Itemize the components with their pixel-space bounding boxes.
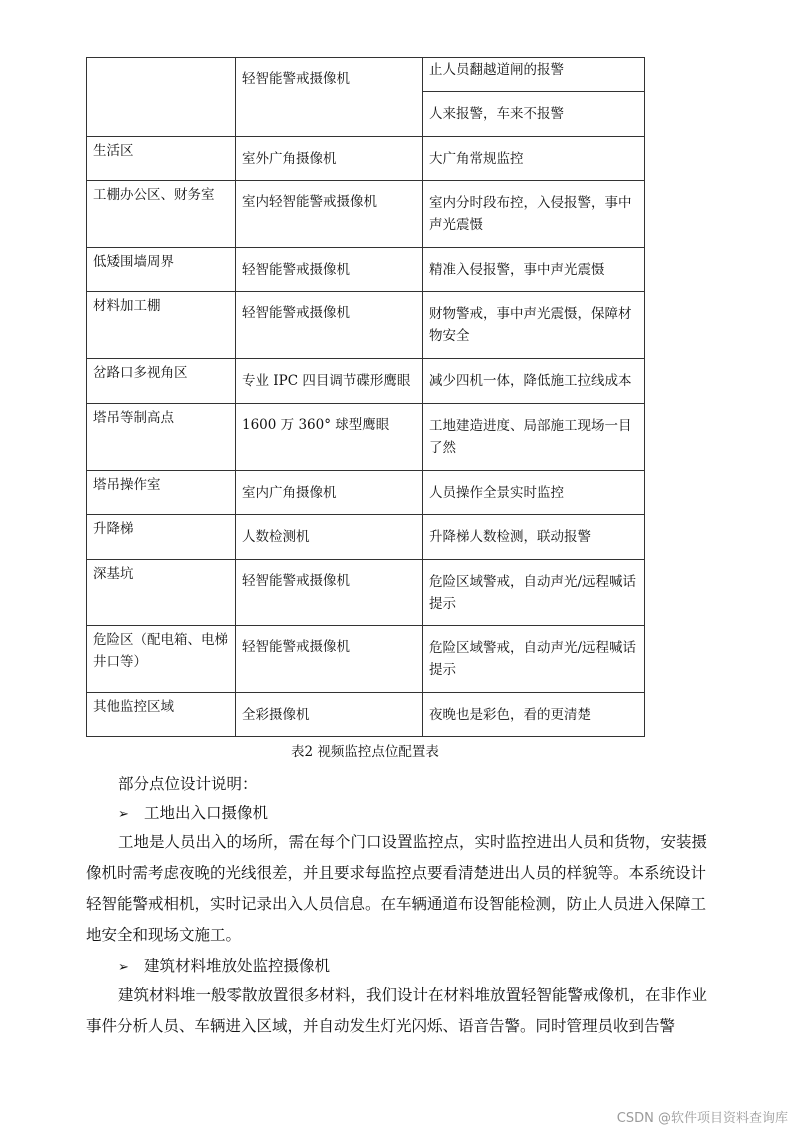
table-row	[87, 693, 645, 737]
cell-area: 生活区	[87, 137, 236, 181]
cell-area: 深基坑	[87, 560, 236, 626]
cell-function: 止人员翻越道闸的报警	[423, 58, 645, 92]
cell-function: 室内分时段布控，入侵报警，事中声光震慑	[423, 181, 645, 248]
cell-area: 塔吊等制高点	[87, 404, 236, 471]
cell-function: 精准入侵报警，事中声光震慑	[423, 248, 645, 292]
bullet-heading	[118, 798, 268, 830]
cell-function: 大广角常规监控	[423, 137, 645, 181]
table-row	[87, 626, 645, 693]
table-row	[87, 137, 645, 181]
bullet-title: 工地出入口摄像机	[144, 804, 269, 822]
table-row	[87, 359, 645, 404]
table-row	[87, 404, 645, 471]
cell-device: 轻智能警戒摄像机	[236, 58, 423, 137]
cell-device: 轻智能警戒摄像机	[236, 560, 423, 626]
watermark: CSDN @软件项目资料查询库	[616, 1111, 788, 1126]
table-row	[87, 471, 645, 515]
table-row	[87, 248, 645, 292]
table-row	[87, 181, 645, 248]
cell-function: 工地建造进度、局部施工现场一目了然	[423, 404, 645, 471]
bullet-heading	[118, 951, 330, 983]
cell-device: 室内广角摄像机	[236, 471, 423, 515]
body-paragraph: 工地是人员出入的场所，需在每个门口设置监控点，实时监控进出人员和货物，安装摄像机时需考虑夜晚的光线很差，并且要求每监控点要看清楚进出人员的样貌等。本系统设计轻智能警戒相机，实时记录出入人员信息。在车辆通道布设智能检测，防止人员进入保障工地安全和现场文施工。	[86, 833, 708, 944]
cell-function: 夜晚也是彩色，看的更清楚	[423, 693, 645, 737]
cell-function: 危险区域警戒，自动声光/远程喊话提示	[423, 560, 645, 626]
camera-config-table	[86, 57, 645, 737]
cell-area: 塔吊操作室	[87, 471, 236, 515]
cell-area: 升降梯	[87, 515, 236, 560]
table-row	[87, 292, 645, 359]
cell-area: 其他监控区域	[87, 693, 236, 737]
cell-area	[87, 58, 236, 137]
arrow-bullet-icon: ➢	[118, 807, 129, 822]
cell-area: 低矮围墙周界	[87, 248, 236, 292]
cell-function: 减少四机一体，降低施工拉线成本	[423, 359, 645, 404]
cell-function: 危险区域警戒，自动声光/远程喊话提示	[423, 626, 645, 693]
cell-device: 专业 IPC 四目调节碟形鹰眼	[236, 359, 423, 404]
cell-area: 工棚办公区、财务室	[87, 181, 236, 248]
arrow-bullet-icon: ➢	[118, 960, 129, 975]
cell-function: 人来报警，车来不报警	[423, 92, 645, 137]
body-paragraph: 建筑材料堆一般零散放置很多材料，我们设计在材料堆放置轻智能警戒像机，在非作业事件分析人员、车辆进入区域，并自动发生灯光闪烁、语音告警。同时管理员收到告警	[86, 986, 708, 1035]
cell-area: 岔路口多视角区	[87, 359, 236, 404]
cell-area: 材料加工棚	[87, 292, 236, 359]
cell-function: 财物警戒，事中声光震慑，保障材物安全	[423, 292, 645, 359]
cell-device: 轻智能警戒摄像机	[236, 292, 423, 359]
cell-device: 全彩摄像机	[236, 693, 423, 737]
cell-function: 升降梯人数检测，联动报警	[423, 515, 645, 560]
section-intro: 部分点位设计说明：	[118, 775, 258, 793]
cell-function: 人员操作全景实时监控	[423, 471, 645, 515]
cell-device: 轻智能警戒摄像机	[236, 248, 423, 292]
table-row	[87, 560, 645, 626]
table-row	[87, 58, 645, 92]
cell-device: 人数检测机	[236, 515, 423, 560]
cell-device: 室内轻智能警戒摄像机	[236, 181, 423, 248]
cell-area: 危险区（配电箱、电梯井口等）	[87, 626, 236, 693]
table-caption: 表2 视频监控点位配置表	[291, 744, 439, 760]
cell-device: 室外广角摄像机	[236, 137, 423, 181]
cell-device: 1600 万 360° 球型鹰眼	[236, 404, 423, 471]
cell-device: 轻智能警戒摄像机	[236, 626, 423, 693]
table-row	[87, 515, 645, 560]
bullet-title: 建筑材料堆放处监控摄像机	[144, 957, 331, 975]
